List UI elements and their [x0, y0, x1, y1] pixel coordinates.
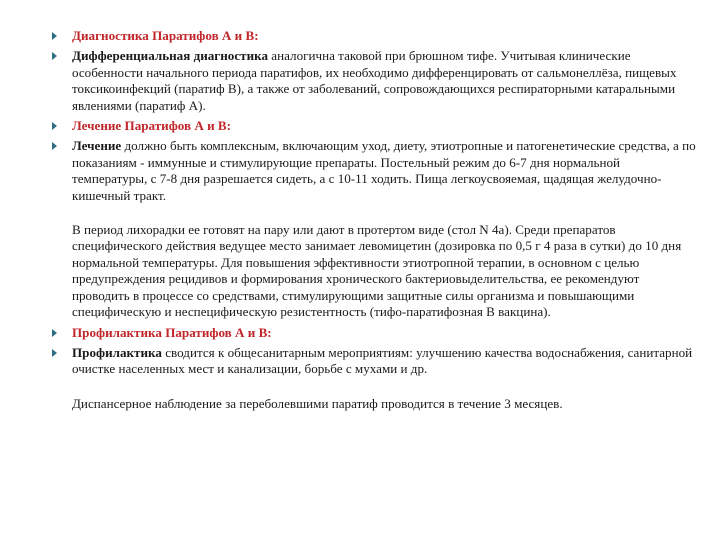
item-text: сводится к общесанитарным мероприятиям: улучшению качества водоснабжения, санитарной очистке населенных мест и канализации, борьбе с мухами и др. — [72, 344, 693, 377]
paragraph-fever-period: В период лихорадки ее готовят на пару или дают в протертом виде (стол N 4а). Среди препаратов специфического действия ведущее место занимает левомицетин (дозировка по 0,5 г 4 раза в сутки) до 10 дня нормальной температуры. Для повышения эффективности этиотропной терапии, в основном с целью предупреждения рецидивов и формирования хронического бактериовыделительства, ее рекомендуют проводить в процессе со средствами, стимулирующими защитные силы организма и повышающими специфическую и неспецифическую резистентность (тифо-паратифозная В вакцина). — [72, 222, 682, 320]
bullet-item-prevention — [52, 345, 698, 378]
bullet-item-prevention-heading — [52, 325, 698, 341]
paragraph-dispensary-observation: Диспансерное наблюдение за переболевшими паратиф проводится в течение 3 месяцев. — [72, 395, 563, 411]
triangle-bullet-icon — [52, 329, 57, 337]
item-text: аналогична таковой при брюшном тифе. Учитывая клинические особенности начального периода паратифов, их необходимо дифференцировать от сальмонеллёза, пищевых токсикоинфекций (паратиф В), а также от заболеваний, сопровождающихся респираторными катаральными явлениями (паратиф А). — [72, 48, 677, 113]
triangle-bullet-icon — [52, 349, 57, 357]
section-heading: Диагностика Паратифов А и В: — [72, 28, 259, 43]
triangle-bullet-icon — [52, 32, 57, 40]
bullet-item-diagnostics-heading — [52, 28, 698, 44]
bullet-item-differential-diagnosis — [52, 48, 698, 114]
triangle-bullet-icon — [52, 52, 57, 60]
lead-term: Дифференциальная диагностика — [72, 48, 269, 64]
slide-content — [52, 28, 698, 412]
triangle-bullet-icon — [52, 142, 57, 150]
lead-term: Профилактика — [72, 344, 162, 360]
section-heading: Лечение Паратифов А и В: — [72, 118, 231, 134]
bullet-item-treatment — [52, 138, 698, 204]
item-text: должно быть комплексным, включающим уход, диету, этиотропные и патогенетические средства, а по показаниям - иммунные и стимулирующие препараты. Постельный режим до 6-7 дня нормальной температуры, с 7-8 дня разрешается сидеть, а с 10-11 ходить. Пища легкоусвояемая, щадящая желудочно-кишечный тракт. — [72, 138, 696, 203]
bullet-item-treatment-heading — [52, 118, 698, 134]
triangle-bullet-icon — [52, 122, 57, 130]
lead-term: Лечение — [72, 138, 122, 154]
section-heading: Профилактика Паратифов А и В: — [72, 324, 272, 340]
